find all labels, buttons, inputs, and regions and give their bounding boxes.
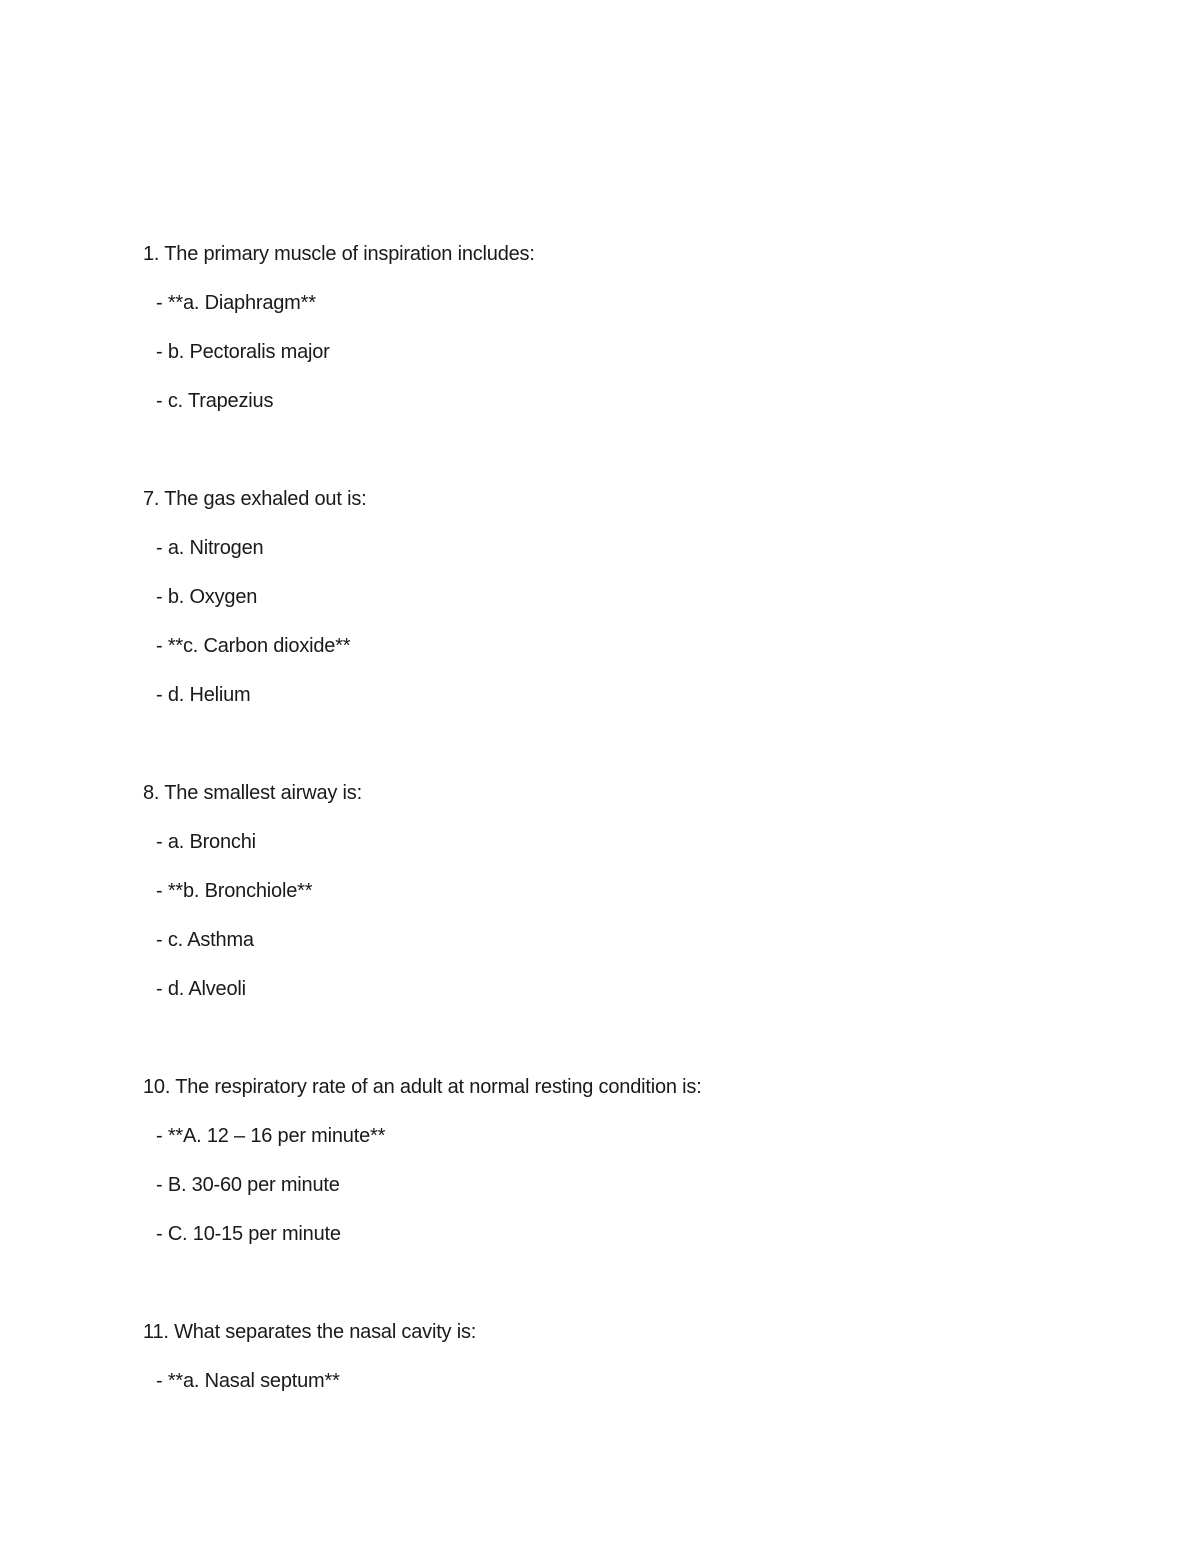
- question-1-option-c: - c. Trapezius: [156, 390, 274, 412]
- question-1-option-a: - **a. Diaphragm**: [156, 292, 316, 314]
- question-7-option-d: - d. Helium: [156, 684, 251, 706]
- question-7-option-a: - a. Nitrogen: [156, 537, 264, 559]
- question-1-text: 1. The primary muscle of inspiration includes:: [143, 243, 535, 265]
- question-8-option-b: - **b. Bronchiole**: [156, 880, 313, 902]
- question-10-option-b: - B. 30-60 per minute: [156, 1174, 340, 1196]
- question-1-option-b: - b. Pectoralis major: [156, 341, 330, 363]
- question-10-option-a: - **A. 12 – 16 per minute**: [156, 1125, 386, 1147]
- question-8-option-a: - a. Bronchi: [156, 831, 256, 853]
- question-10-option-c: - C. 10-15 per minute: [156, 1223, 341, 1245]
- question-7-option-c: - **c. Carbon dioxide**: [156, 635, 351, 657]
- question-7-text: 7. The gas exhaled out is:: [143, 488, 367, 510]
- question-8-text: 8. The smallest airway is:: [143, 782, 362, 804]
- question-11-text: 11. What separates the nasal cavity is:: [143, 1321, 477, 1343]
- question-10-text: 10. The respiratory rate of an adult at normal resting condition is:: [143, 1076, 702, 1098]
- question-8-option-d: - d. Alveoli: [156, 978, 246, 1000]
- question-8-option-c: - c. Asthma: [156, 929, 254, 951]
- question-11-option-a: - **a. Nasal septum**: [156, 1370, 340, 1392]
- question-7-option-b: - b. Oxygen: [156, 586, 258, 608]
